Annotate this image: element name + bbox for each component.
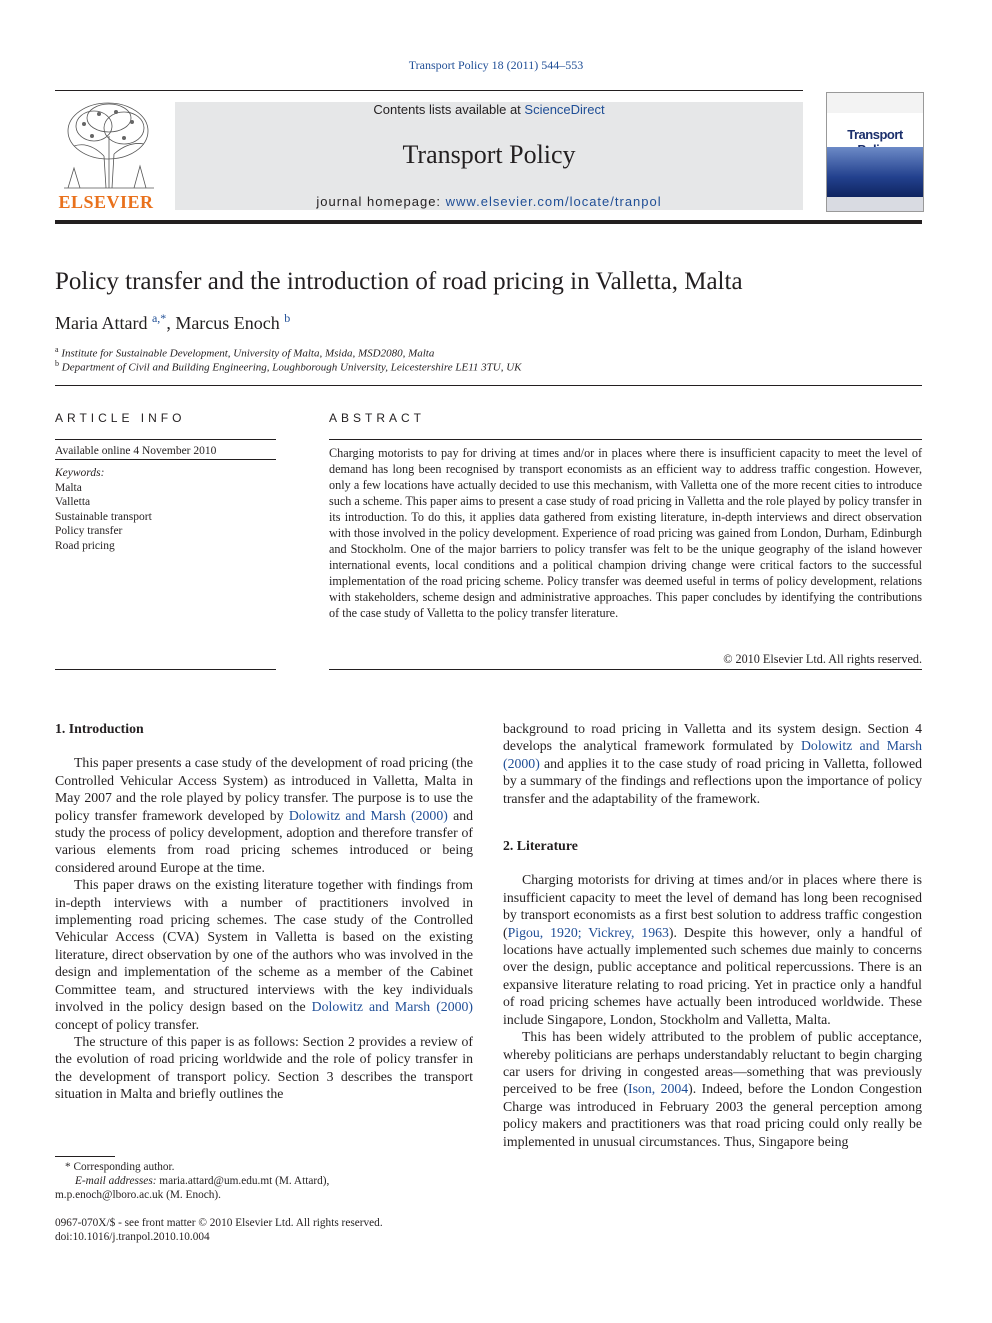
article-info-bottom-rule bbox=[55, 669, 276, 670]
article-info-rule bbox=[55, 459, 276, 460]
affiliation-marker: a bbox=[55, 345, 59, 354]
keyword-item: Sustainable transport bbox=[55, 510, 152, 523]
article-info-rule bbox=[55, 439, 276, 440]
paragraph-text: ). Despite this however, only a handful of locations have actually implemented such schemes due mainly to concerns over the design, public acceptance and political repercussions. There is an expansive literature relating to road pricing. Yet in practice only a handful of road pricing schemes have actually been introduced worldwide. These include Singapore, London, Stockholm and Valletta, Malta. bbox=[503, 924, 922, 1027]
citation-link[interactable]: Dolowitz and Marsh (2000) bbox=[311, 999, 473, 1015]
title-block-rule bbox=[55, 385, 922, 386]
keyword-item: Policy transfer bbox=[55, 525, 123, 537]
journal-citation[interactable]: Transport Policy 18 (2011) 544–553 bbox=[408, 58, 584, 72]
author-name[interactable]: Maria Attard bbox=[55, 313, 148, 333]
email-label: E-mail addresses: bbox=[75, 1175, 160, 1187]
citation-link[interactable]: Dolowitz and Marsh (2000) bbox=[503, 738, 922, 771]
corresponding-author-note: * Corresponding author. bbox=[65, 1161, 175, 1173]
footnotes bbox=[55, 1160, 473, 1202]
paragraph-text: ). Indeed, before the London Congestion Charge was introduced in February 2003 the general perception among policy makers and practitioners was that road pricing could only really be implemented in unusual circumstances. Thus, Singapore being bbox=[503, 1081, 923, 1149]
abstract-copyright: © 2010 Elsevier Ltd. All rights reserved. bbox=[723, 652, 922, 666]
available-online-date: Available online 4 November 2010 bbox=[55, 445, 217, 457]
issn-line: 0967-070X/$ - see front matter © 2010 Elsevier Ltd. All rights reserved. bbox=[55, 1217, 383, 1229]
email-owner: (M. Enoch). bbox=[163, 1189, 222, 1201]
paragraph bbox=[55, 876, 473, 1033]
journal-title: Transport Policy bbox=[402, 140, 576, 169]
paragraph bbox=[503, 871, 922, 1028]
keywords-label: Keywords: bbox=[55, 467, 105, 479]
article-title: Policy transfer and the introduction of road pricing in Valletta, Malta bbox=[55, 268, 743, 295]
paragraph-text: and study the process of policy development, adoption and therefore transfer of various elements from road pricing schemes introduced or being considered around Europe at the time. bbox=[55, 807, 473, 875]
paragraph-text: This paper presents a case study of the development of road pricing (the Controlled Vehicular Access System) as introduced in Valletta, Malta in May 2007 and the role played by policy transfer. The purpose is to use the policy transfer framework developed by bbox=[55, 755, 473, 823]
paragraph bbox=[503, 1028, 922, 1150]
section-heading-introduction: 1. Introduction bbox=[55, 721, 144, 736]
keyword-item: Malta bbox=[55, 481, 82, 494]
citation-link[interactable]: Pigou, 1920; Vickrey, 1963 bbox=[507, 924, 669, 940]
cover-artwork bbox=[827, 147, 923, 197]
abstract-bottom-rule bbox=[329, 669, 922, 670]
header-top-rule bbox=[55, 90, 803, 91]
contents-prefix: Contents lists available at bbox=[373, 102, 525, 117]
citation-link[interactable]: Ison, 2004 bbox=[627, 1081, 689, 1097]
paragraph bbox=[55, 754, 473, 876]
front-matter-notice bbox=[55, 1216, 473, 1244]
email-link[interactable]: maria.attard@um.edu.mt bbox=[159, 1175, 273, 1187]
citation-link[interactable]: Dolowitz and Marsh (2000) bbox=[288, 807, 448, 823]
affiliation-a bbox=[55, 345, 434, 360]
author-list bbox=[55, 311, 290, 334]
author-affiliation-marker[interactable]: b bbox=[284, 311, 291, 325]
author-affiliation-marker[interactable]: a,* bbox=[151, 311, 167, 325]
cover-title: Transport bbox=[847, 127, 903, 142]
affiliation-b bbox=[55, 359, 521, 374]
header-bottom-rule bbox=[55, 220, 922, 224]
body-left-column bbox=[55, 720, 473, 1103]
sciencedirect-link[interactable]: ScienceDirect bbox=[524, 102, 605, 117]
keywords-block bbox=[55, 466, 276, 553]
email-link[interactable]: m.p.enoch@lboro.ac.uk bbox=[55, 1189, 164, 1201]
journal-homepage bbox=[175, 194, 803, 209]
keyword-item: Valletta bbox=[55, 496, 91, 508]
author-separator: , bbox=[166, 313, 176, 333]
article-info-heading: ARTICLE INFO bbox=[55, 411, 186, 425]
journal-cover-thumbnail[interactable] bbox=[826, 92, 924, 212]
paragraph-text: Charging motorists for driving at times and/or in places where there is insufficient capacity to meet the level of demand has long been recognised by transport economists as a first best solution to address traffic congestion ( bbox=[503, 872, 922, 940]
abstract-body: Charging motorists to pay for driving at times and/or in places where there is insufficient capacity to meet the level of demand has long been recognised by transport economists as an efficient way to address traffic congestion. However, only a few locations have actually decided to use this mechanism, with Valletta one of the more recent cities to introduce such a scheme. This paper aims to present a case study of road pricing in Valletta and the role played by policy transfer in its introduction. To do this, it applies data gathered from existing literature, in-depth interviews and direct observation with those involved in the policy development. Experience of road pricing was gained from London, Durham, Edinburgh and Stockholm. One of the major barriers to policy transfer was felt to be the unique geography of the island however international events, local conditions and a political champion driving change were critical factors to the successful implementation of the road pricing scheme. Policy transfer was deemed useful in terms of policy development, relations with stakeholders, scheme design and administrative approaches. This paper concludes by identifying the contributions of the case study of Valletta to the policy transfer literature. bbox=[329, 446, 922, 620]
cover-bottom-band bbox=[827, 197, 923, 211]
paragraph-text: This has been widely attributed to the problem of public acceptance, whereby politicians are perhaps understandably reluctant to begin charging car users for driving in congested areas—something that was previously perceived to be free ( bbox=[503, 1029, 922, 1097]
affiliation-marker: b bbox=[55, 359, 59, 368]
homepage-prefix: journal homepage: bbox=[316, 194, 446, 209]
body-right-column bbox=[503, 720, 922, 1150]
abstract-rule bbox=[329, 439, 922, 440]
contents-availability bbox=[175, 102, 803, 117]
paragraph-text: concept of policy transfer. bbox=[55, 1016, 200, 1032]
abstract-heading: ABSTRACT bbox=[329, 411, 426, 425]
email-owner: (M. Attard), bbox=[272, 1175, 330, 1187]
paragraph-continuation bbox=[503, 720, 922, 807]
author-name[interactable]: Marcus Enoch bbox=[175, 313, 280, 333]
paragraph: The structure of this paper is as follows: Section 2 provides a review of the evolution of road pricing worldwide and the role of policy transfer in the development of transport policy. Section 3 describes the transport situation in Malta and briefly outlines the bbox=[55, 1033, 473, 1102]
keyword-item: Road pricing bbox=[55, 539, 115, 552]
section-heading-literature: 2. Literature bbox=[503, 838, 578, 854]
affiliation-text: Department of Civil and Building Engineering, Loughborough University, Leicestershire LE11 3TU, UK bbox=[61, 361, 522, 374]
paragraph-text: This paper draws on the existing literature together with findings from in-depth interviews with a number of practitioners involved in implementing road pricing schemes. The case study of the Controlled Vehicular Access (CVA) System in Valletta is based on the existing literature, direct observation by one of the authors who was involved in the design and implementation of the scheme as a member of the Cabinet Committee team, and structured interviews with the key individuals involved in the policy design based on the bbox=[55, 877, 473, 1015]
doi-line[interactable]: doi:10.1016/j.tranpol.2010.10.004 bbox=[55, 1231, 210, 1243]
homepage-link[interactable]: www.elsevier.com/locate/tranpol bbox=[445, 194, 662, 209]
email-line bbox=[55, 1174, 473, 1188]
footnote-rule bbox=[55, 1156, 115, 1157]
elsevier-wordmark[interactable]: ELSEVIER bbox=[58, 192, 154, 212]
affiliation-text: Institute for Sustainable Development, University of Malta, Msida, MSD2080, Malta bbox=[61, 347, 435, 360]
paragraph-text: and applies it to the case study of road pricing in Valletta, followed by a summary of the findings and reflections upon the importance of policy transfer and the adaptability of the framework. bbox=[503, 755, 922, 806]
paragraph-text: background to road pricing in Valletta and its system design. Section 4 develops the analytical framework formulated by bbox=[503, 721, 922, 754]
email-line bbox=[55, 1188, 473, 1202]
cover-top-band bbox=[827, 93, 923, 113]
